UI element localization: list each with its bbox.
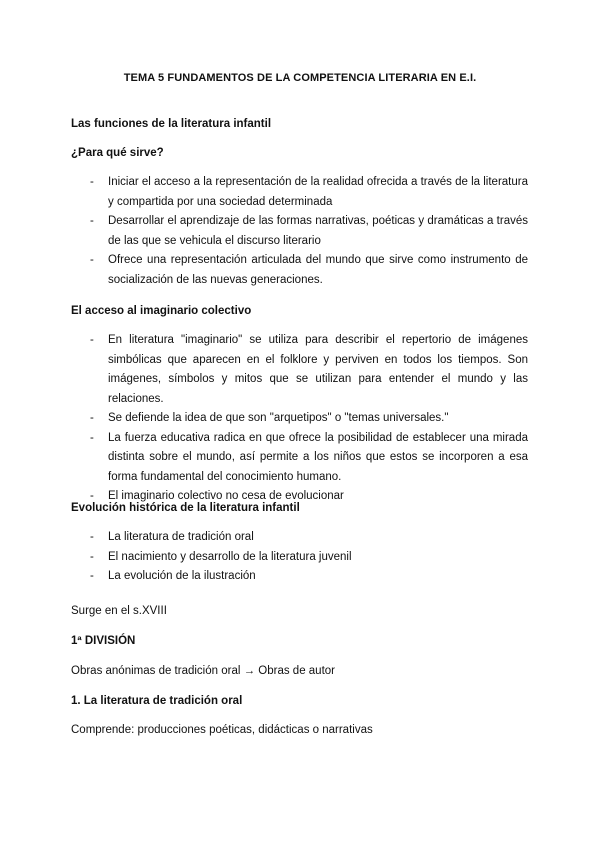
list-item: - El imaginario colectivo no cesa de evolucionar — [90, 490, 344, 502]
division-heading: 1ª DIVISIÓN — [71, 635, 136, 647]
list-item: - Se defiende la idea de que son "arquetipos" o "temas universales." — [90, 412, 449, 424]
section-subheading-para-que-sirve: ¿Para qué sirve? — [71, 147, 164, 159]
document-title: TEMA 5 FUNDAMENTOS DE LA COMPETENCIA LITERARIA EN E.I. — [123, 72, 477, 84]
obras-text: Obras anónimas de tradición oral → Obras de autor — [71, 665, 335, 677]
list-item: - El nacimiento y desarrollo de la literatura juvenil — [90, 550, 352, 563]
surge-text: Surge en el s.XVIII — [71, 605, 167, 617]
evolucion-list — [0, 528, 600, 587]
imaginario-list — [0, 331, 600, 507]
list-item: - Iniciar el acceso a la representación de la realidad ofrecida a través de la literatura y compartida por una sociedad determinada — [90, 176, 528, 208]
list-item: - Ofrece una representación articulada del mundo que sirve como instrumento de socialización de las nuevas generaciones. — [90, 254, 528, 286]
funciones-list — [0, 173, 600, 290]
section-heading-evolucion: Evolución histórica de la literatura infantil — [71, 502, 300, 514]
list-item: - Desarrollar el aprendizaje de las formas narrativas, poéticas y dramáticas a través de las que se vehicula el discurso literario — [90, 215, 528, 247]
list-item: - En literatura "imaginario" se utiliza para describir el repertorio de imágenes simbólicas que aparecen en el folklore y perviven en todos los tiempos. Son imágenes, símbolos y mitos que se utilizan para entender el mundo y las relaciones. — [90, 334, 528, 405]
oral-tradition-heading: 1. La literatura de tradición oral — [71, 695, 243, 707]
list-item: - La fuerza educativa radica en que ofrece la posibilidad de establecer una mirada distinta sobre el mundo, así permite a los niños que estos se incorporen a esa forma fundamental del conocimiento humano. — [90, 431, 528, 483]
list-item: - La evolución de la ilustración — [90, 570, 256, 582]
comprende-text: Comprende: producciones poéticas, didácticas o narrativas — [71, 724, 373, 736]
section-heading-imaginario: El acceso al imaginario colectivo — [71, 305, 252, 317]
list-item: - La literatura de tradición oral — [90, 531, 254, 543]
section-heading-funciones: Las funciones de la literatura infantil — [71, 118, 272, 130]
